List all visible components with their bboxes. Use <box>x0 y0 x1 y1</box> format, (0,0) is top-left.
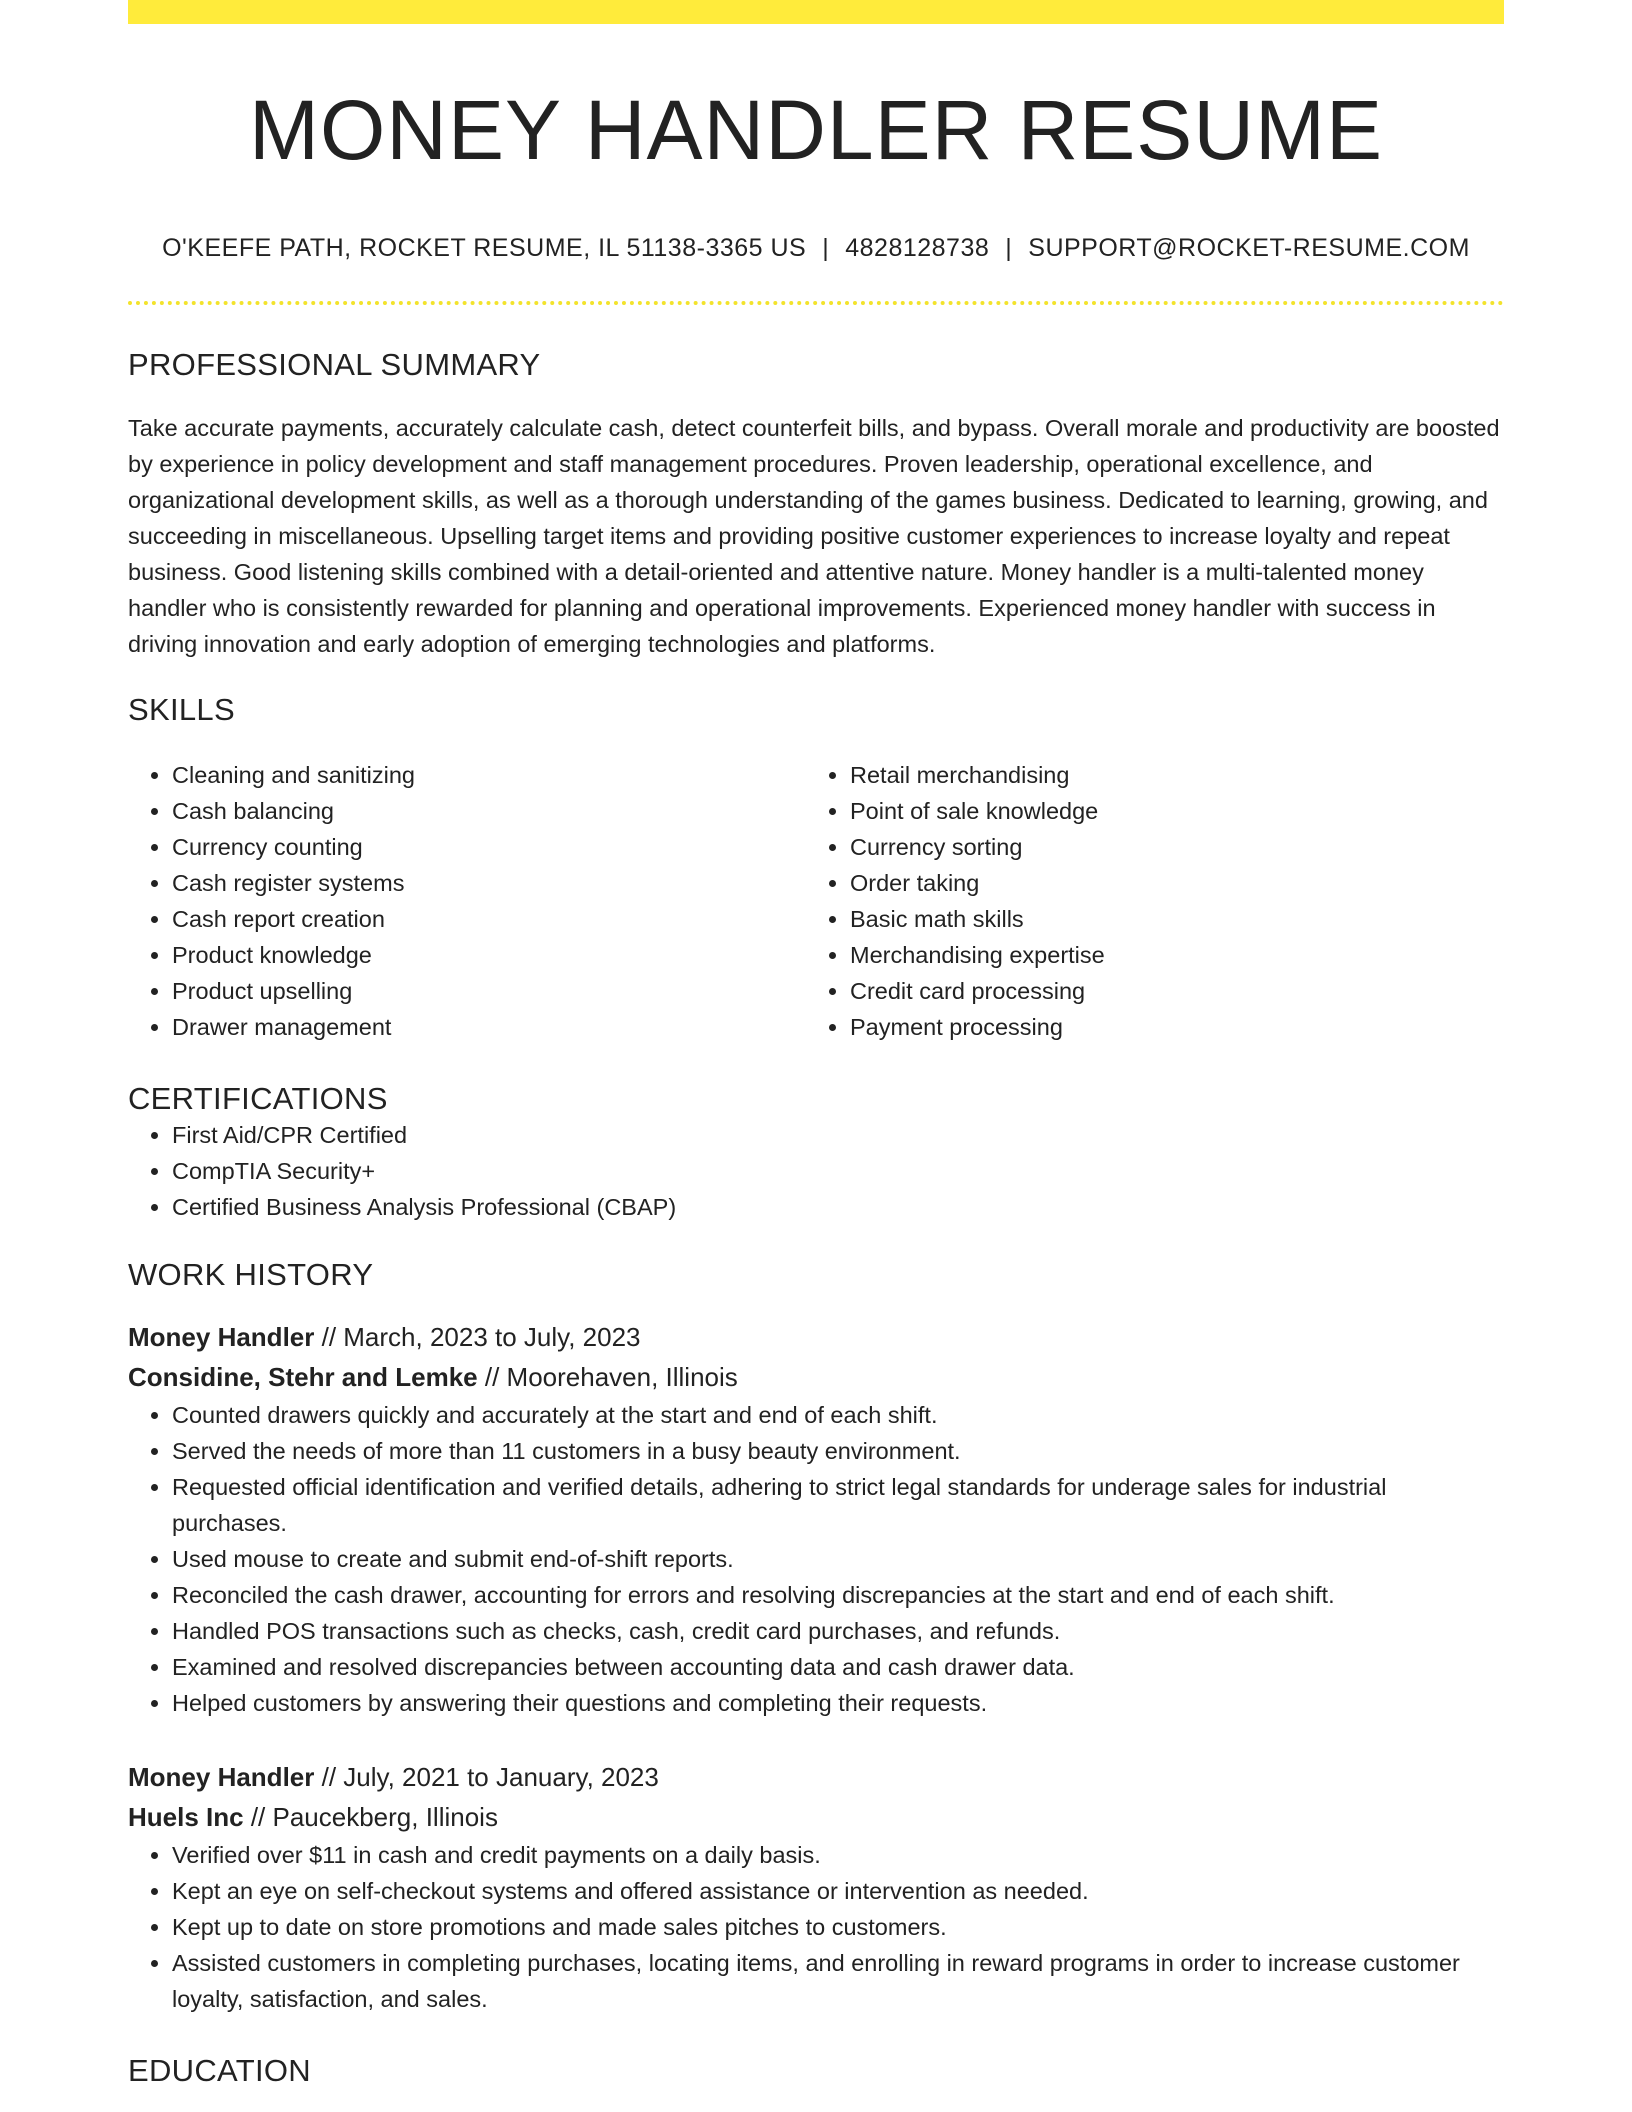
section-title-work-history: WORK HISTORY <box>128 1257 374 1293</box>
job-role-line <box>128 1317 1504 1357</box>
section-title-skills: SKILLS <box>128 692 235 728</box>
job-role: Money Handler <box>128 1322 315 1353</box>
job-company-line <box>128 1357 1504 1397</box>
certification-item: • Certified Business Analysis Professional (CBAP) <box>172 1189 1504 1225</box>
skills-columns <box>128 757 1504 1045</box>
job-location: // Paucekberg, Illinois <box>243 1802 498 1833</box>
job-duty-item: • Assisted customers in completing purchases, locating items, and enrolling in reward programs in order to increase customer loyalty, satisfaction, and sales. <box>172 1945 1504 2017</box>
section-title-summary: PROFESSIONAL SUMMARY <box>128 347 541 383</box>
job-role: Money Handler <box>128 1762 315 1793</box>
skill-item: • Currency sorting <box>850 829 1484 865</box>
skill-item: • Currency counting <box>172 829 806 865</box>
skill-item: • Cash balancing <box>172 793 806 829</box>
job-duty-item: • Helped customers by answering their questions and completing their requests. <box>172 1685 1504 1721</box>
separator: | <box>1005 234 1013 263</box>
certification-item: • First Aid/CPR Certified <box>172 1117 1504 1153</box>
job-dates: // July, 2021 to January, 2023 <box>314 1762 659 1793</box>
job-entry <box>128 1757 1504 2017</box>
skill-item: • Point of sale knowledge <box>850 793 1484 829</box>
summary-text: Take accurate payments, accurately calculate cash, detect counterfeit bills, and bypass. Overall morale and productivity are boosted by experience in policy development and staff management procedures. Proven leadership, operational excellence, and organizational development skills, as well as a thorough understanding of the games business. Dedicated to learning, growing, and succeeding in miscellaneous. Upselling target items and providing positive customer experiences to increase loyalty and repeat business. Good listening skills combined with a detail-oriented and attentive nature. Money handler is a multi-talented money handler who is consistently rewarded for planning and operational improvements. Experienced money handler with success in driving innovation and early adoption of emerging technologies and platforms. <box>128 415 1500 658</box>
job-duty-item: • Used mouse to create and submit end-of-shift reports. <box>172 1541 1504 1577</box>
job-duty-item: • Kept an eye on self-checkout systems and offered assistance or intervention as needed. <box>172 1873 1504 1909</box>
job-duty-item: • Handled POS transactions such as checks, cash, credit card purchases, and refunds. <box>172 1613 1504 1649</box>
skill-item: • Retail merchandising <box>850 757 1484 793</box>
job-duty-item: • Kept up to date on store promotions and made sales pitches to customers. <box>172 1909 1504 1945</box>
section-title-certifications: CERTIFICATIONS <box>128 1081 388 1117</box>
job-duty-item: • Examined and resolved discrepancies between accounting data and cash drawer data. <box>172 1649 1504 1685</box>
job-duty-item: • Served the needs of more than 11 customers in a busy beauty environment. <box>172 1433 1504 1469</box>
job-duties-list <box>128 1397 1504 1721</box>
job-duty-item: • Verified over $11 in cash and credit payments on a daily basis. <box>172 1837 1504 1873</box>
job-company-line <box>128 1797 1504 1837</box>
certifications-list <box>128 1117 1504 1225</box>
phone: 4828128738 <box>845 234 990 263</box>
skill-item: • Basic math skills <box>850 901 1484 937</box>
certification-item: • CompTIA Security+ <box>172 1153 1504 1189</box>
skills-list-left <box>128 757 806 1045</box>
skill-item: • Cleaning and sanitizing <box>172 757 806 793</box>
job-role-line <box>128 1757 1504 1797</box>
resume-page <box>128 0 1504 2089</box>
skill-item: • Cash report creation <box>172 901 806 937</box>
job-dates: // March, 2023 to July, 2023 <box>314 1322 641 1353</box>
resume-title: MONEY HANDLER RESUME <box>249 83 1383 177</box>
job-location: // Moorehaven, Illinois <box>477 1362 738 1393</box>
contact-line <box>128 234 1504 263</box>
job-company: Huels Inc <box>128 1802 244 1833</box>
job-duty-item: • Counted drawers quickly and accurately at the start and end of each shift. <box>172 1397 1504 1433</box>
accent-bar <box>128 0 1504 24</box>
address: O'KEEFE PATH, ROCKET RESUME, IL 51138-3365 US <box>162 234 807 263</box>
skill-item: • Product knowledge <box>172 937 806 973</box>
job-duties-list <box>128 1837 1504 2017</box>
skill-item: • Drawer management <box>172 1009 806 1045</box>
skill-item: • Credit card processing <box>850 973 1484 1009</box>
skill-item: • Merchandising expertise <box>850 937 1484 973</box>
skill-item: • Payment processing <box>850 1009 1484 1045</box>
job-company: Considine, Stehr and Lemke <box>128 1362 478 1393</box>
dotted-divider <box>128 301 1504 305</box>
job-duty-item: • Reconciled the cash drawer, accounting for errors and resolving discrepancies at the start and end of each shift. <box>172 1577 1504 1613</box>
section-title-education: EDUCATION <box>128 2053 311 2089</box>
separator: | <box>822 234 830 263</box>
job-entry <box>128 1317 1504 1721</box>
skills-list-right <box>806 757 1484 1045</box>
skill-item: • Product upselling <box>172 973 806 1009</box>
skill-item: • Order taking <box>850 865 1484 901</box>
email: SUPPORT@ROCKET-RESUME.COM <box>1028 234 1470 263</box>
skill-item: • Cash register systems <box>172 865 806 901</box>
job-duty-item: • Requested official identification and verified details, adhering to strict legal standards for underage sales for industrial purchases. <box>172 1469 1504 1541</box>
